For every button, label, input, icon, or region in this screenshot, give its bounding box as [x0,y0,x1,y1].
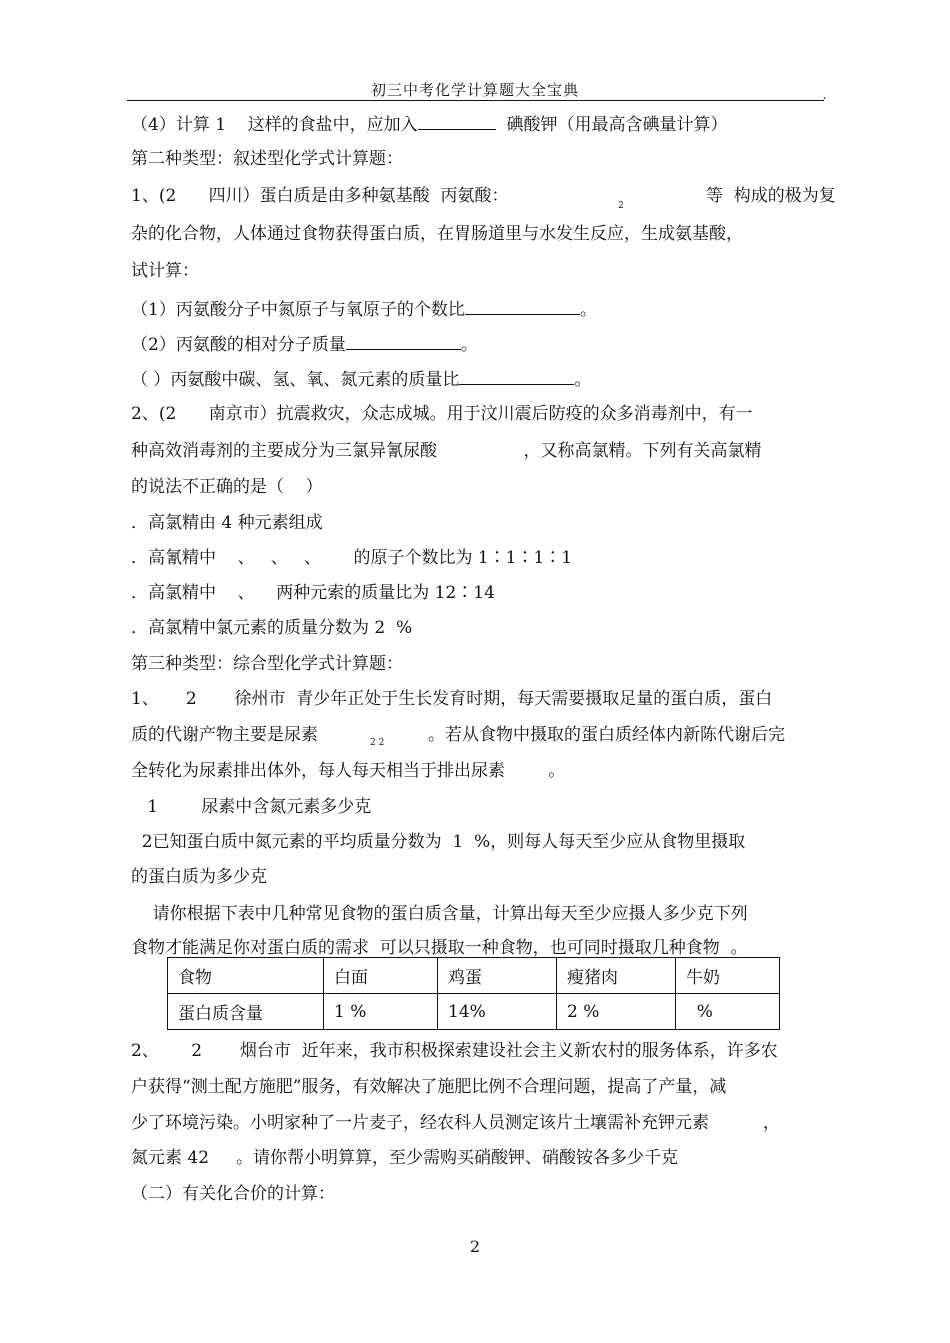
text-line: 种高效消毒剂的主要成分为三氯异氰尿酸 ，又称高氯精。下列有关高氯精 [131,441,762,461]
text-line: 的蛋白质为多少克 [131,867,267,887]
section-heading: 第三种类型：综合型化学式计算题： [131,654,403,674]
text-line: 请你根据下表中几种常见食物的蛋白质含量，计算出每天至少应摄人多少克下列 [131,904,748,924]
table-header-cell: 瘦猪肉 [557,958,676,994]
answer-blank [346,331,461,350]
section-heading: 第二种类型：叙述型化学式计算题： [131,149,403,169]
table-header-cell: 食物 [168,958,324,994]
text-line: 1、 2 徐州市 青少年正处于生长发育时期，每天需要摄取足量的蛋白质，蛋白 [131,689,773,709]
option-line: ．高氯精中 、 两种元索的质量比为 12∶14 [131,583,495,603]
text-line: 全转化为尿素排出体外，每人每天相当于排出尿素 。 [131,761,566,781]
text-line: 2、 2 烟台市 近年来，我市积极探索建设社会主义新农村的服务体系，许多农 [131,1041,778,1061]
table-cell: 2 % [557,994,676,1030]
table-cell: 1 % [324,994,438,1030]
text-line: （4）计算 1 这样的食盐中，应加入 碘酸钾（用最高含碘量计算） [131,111,727,136]
text-line: 1 尿素中含氮元素多少克 [131,797,372,817]
table-row [168,994,780,1030]
header-title: 初三中考化学计算题大全宝典 [370,81,579,99]
subscript: 2 2 [370,738,385,748]
header-rule [127,100,824,101]
header-dot: , [823,90,827,101]
answer-blank [465,296,580,315]
text-line: 氮元素 42 。请你帮小明算算，至少需购买硝酸钾、硝酸铵各多少千克 [131,1148,679,1168]
question-line: （1）丙氨酸分子中氮原子与氧原子的个数比 。 [131,296,597,321]
text-line: 少了环境污染。小明家种了一片麦子，经农科人员测定该片土壤需补充钾元素 ， [131,1113,781,1133]
text-line: 食物才能满足你对蛋白质的需求 可以只摄取一种食物，也可同时摄取几种食物 。 [131,938,748,958]
text-line: 2已知蛋白质中氮元素的平均质量分数为 1 %，则每人每天至少应从食物里摄取 [131,832,746,852]
option-line: ．高氰精中 、 、 、 的原子个数比为 1∶1∶1∶1 [131,548,573,568]
question-line: （2）丙氨酸的相对分子质量 。 [131,331,478,356]
text-line: 质的代谢产物主要是尿素 。若从食物中摄取的蛋白质经体内新陈代谢后完 [131,725,785,745]
page-number: 2 [469,1237,481,1256]
question-line: （ ）丙氨酸中碳、氢、氧、氮元素的质量比 。 [131,366,591,391]
option-line: ．高氯精中氯元素的质量分数为 2 % [131,618,413,638]
subscript: 2 [618,201,624,211]
protein-table [167,957,780,1030]
answer-blank [418,111,496,130]
table-cell: 蛋白质含量 [168,994,324,1030]
text-line: 试计算： [131,261,199,281]
section-heading: （二）有关化合价的计算： [131,1184,335,1204]
answer-blank [459,366,574,385]
table-header-cell: 白面 [324,958,438,994]
table-header-cell: 牛奶 [676,958,780,994]
text-line: 杂的化合物，人体通过食物获得蛋白质，在胃肠道里与水发生反应，生成氨基酸， [131,224,743,244]
text-line: 1、(2 四川）蛋白质是由多种氨基酸 丙氨酸： 等 构成的极为复 [131,186,836,206]
text-line: 2、(2 南京市）抗震救灾，众志成城。用于汶川震后防疫的众多消毒剂中，有一 [131,404,753,424]
table-row [168,958,780,994]
text-line: 的说法不正确的是（ ） [131,477,323,497]
option-line: ．高氯精由 4 种元素组成 [131,513,323,533]
table-cell: 14% [438,994,557,1030]
text-line: 户获得“测土配方施肥”服务，有效解决了施肥比例不合理问题，提高了产量，减 [131,1077,727,1097]
table-cell: % [676,994,780,1030]
table-header-cell: 鸡蛋 [438,958,557,994]
